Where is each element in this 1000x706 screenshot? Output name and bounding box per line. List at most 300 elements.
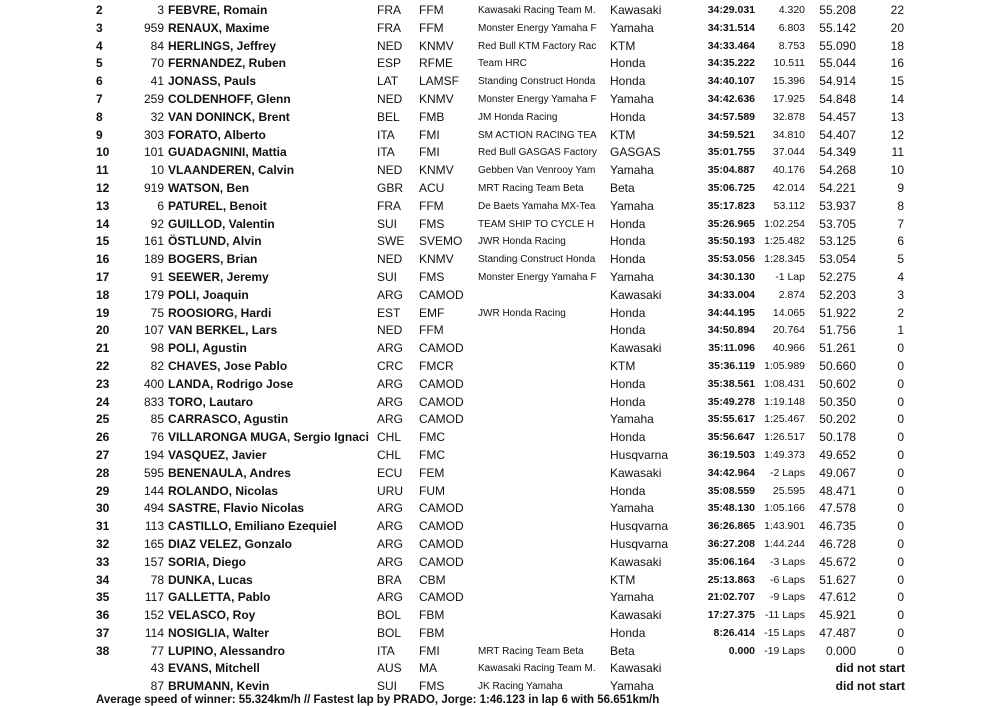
cell-bike: Kawasaki bbox=[610, 465, 662, 480]
cell-fed: FFM bbox=[419, 20, 444, 35]
cell-nat: SUI bbox=[377, 269, 398, 284]
cell-nat: CHL bbox=[377, 447, 402, 462]
cell-nat: ARG bbox=[377, 376, 404, 391]
table-row bbox=[0, 483, 1000, 501]
cell-status: did not start bbox=[835, 679, 905, 694]
cell-bike: Yamaha bbox=[610, 198, 654, 213]
cell-bike: Beta bbox=[610, 180, 635, 195]
cell-speed: 55.090 bbox=[819, 38, 856, 53]
cell-bike: Yamaha bbox=[610, 91, 654, 106]
cell-pos: 12 bbox=[96, 180, 110, 195]
cell-nat: ARG bbox=[377, 501, 404, 516]
table-row bbox=[0, 198, 1000, 216]
cell-time: 21:02.707 bbox=[707, 591, 755, 604]
table-row bbox=[0, 572, 1000, 590]
table-row bbox=[0, 411, 1000, 429]
cell-nat: ITA bbox=[377, 127, 395, 142]
cell-pos: 38 bbox=[96, 643, 110, 658]
cell-bike: Honda bbox=[610, 109, 646, 124]
table-row bbox=[0, 322, 1000, 340]
cell-num: 75 bbox=[150, 305, 164, 320]
cell-num: 165 bbox=[143, 536, 164, 551]
cell-gap: 14.065 bbox=[772, 306, 805, 319]
cell-nat: ARG bbox=[377, 590, 404, 605]
cell-time: 34:33.464 bbox=[707, 39, 755, 52]
cell-pos: 37 bbox=[96, 625, 110, 640]
cell-gap: 4.320 bbox=[778, 4, 805, 16]
table-row bbox=[0, 180, 1000, 198]
cell-name: COLDENHOFF, Glenn bbox=[168, 91, 291, 106]
cell-time: 17:27.375 bbox=[707, 609, 755, 622]
cell-bike: Yamaha bbox=[610, 20, 654, 35]
cell-team: Monster Energy Yamaha F bbox=[478, 271, 597, 283]
cell-speed: 46.735 bbox=[819, 519, 856, 534]
cell-fed: RFME bbox=[419, 56, 453, 71]
table-row bbox=[0, 536, 1000, 554]
cell-bike: Yamaha bbox=[610, 269, 654, 284]
cell-num: 919 bbox=[143, 180, 164, 195]
cell-speed: 53.054 bbox=[819, 252, 856, 267]
cell-time: 35:50.193 bbox=[707, 235, 755, 248]
cell-fed: FFM bbox=[419, 3, 444, 17]
cell-speed: 50.202 bbox=[819, 412, 856, 427]
table-row bbox=[0, 38, 1000, 56]
cell-gap: 1:28.345 bbox=[764, 253, 805, 266]
cell-nat: ITA bbox=[377, 145, 395, 160]
cell-num: 179 bbox=[143, 287, 164, 302]
cell-pts: 0 bbox=[897, 554, 904, 569]
cell-fed: CAMOD bbox=[419, 519, 464, 534]
cell-fed: CAMOD bbox=[419, 536, 464, 551]
cell-name: FEBVRE, Romain bbox=[168, 3, 268, 17]
cell-fed: EMF bbox=[419, 305, 445, 320]
table-row bbox=[0, 2, 1000, 20]
cell-pts: 0 bbox=[897, 519, 904, 534]
cell-num: 98 bbox=[150, 341, 164, 356]
cell-pos: 8 bbox=[96, 109, 103, 124]
table-row bbox=[0, 643, 1000, 661]
cell-gap: 1:19.148 bbox=[764, 395, 805, 408]
cell-pts: 2 bbox=[897, 305, 904, 320]
cell-time: 35:08.559 bbox=[707, 484, 755, 497]
cell-bike: Husqvarna bbox=[610, 519, 669, 534]
cell-team: JK Racing Yamaha bbox=[478, 681, 563, 693]
cell-nat: LAT bbox=[377, 74, 399, 89]
cell-bike: Honda bbox=[610, 252, 646, 267]
cell-nat: ITA bbox=[377, 643, 395, 658]
cell-pts: 0 bbox=[897, 483, 904, 498]
cell-pos: 11 bbox=[96, 163, 109, 178]
cell-num: 114 bbox=[144, 625, 164, 640]
cell-gap: 1:02.254 bbox=[764, 217, 805, 230]
cell-nat: NED bbox=[377, 91, 403, 106]
cell-speed: 46.728 bbox=[819, 536, 856, 551]
cell-num: 84 bbox=[150, 38, 164, 53]
cell-pts: 4 bbox=[897, 269, 904, 284]
cell-pos: 23 bbox=[96, 376, 110, 391]
cell-pts: 16 bbox=[890, 56, 904, 71]
cell-speed: 50.660 bbox=[819, 358, 856, 373]
cell-pos: 2 bbox=[96, 3, 103, 17]
cell-name: EVANS, Mitchell bbox=[168, 661, 260, 676]
cell-num: 157 bbox=[143, 554, 164, 569]
cell-gap: -9 Laps bbox=[769, 591, 805, 604]
cell-fed: CAMOD bbox=[419, 554, 464, 569]
cell-pts: 20 bbox=[890, 20, 904, 35]
cell-num: 6 bbox=[157, 198, 164, 213]
cell-name: GUADAGNINI, Mattia bbox=[168, 145, 287, 160]
cell-bike: Honda bbox=[610, 625, 646, 640]
cell-team: Team HRC bbox=[478, 58, 527, 70]
cell-pts: 5 bbox=[897, 252, 904, 267]
cell-gap: 1:25.482 bbox=[764, 235, 805, 248]
cell-bike: GASGAS bbox=[610, 145, 661, 160]
cell-num: 10 bbox=[150, 163, 164, 178]
cell-pos: 5 bbox=[96, 56, 103, 71]
cell-num: 189 bbox=[143, 252, 164, 267]
cell-pts: 0 bbox=[897, 465, 904, 480]
cell-pts: 8 bbox=[897, 198, 904, 213]
cell-gap: -19 Laps bbox=[764, 644, 805, 657]
cell-nat: FRA bbox=[377, 3, 401, 17]
cell-gap: 6.803 bbox=[778, 21, 805, 34]
cell-bike: Yamaha bbox=[610, 412, 654, 427]
cell-pos: 4 bbox=[96, 38, 103, 53]
cell-fed: CAMOD bbox=[419, 412, 464, 427]
table-row bbox=[0, 55, 1000, 73]
cell-gap: 42.014 bbox=[772, 181, 805, 194]
cell-fed: CAMOD bbox=[419, 590, 464, 605]
cell-pts: 9 bbox=[897, 180, 904, 195]
cell-pts: 0 bbox=[897, 447, 904, 462]
cell-name: RENAUX, Maxime bbox=[168, 20, 270, 35]
cell-name: BENENAULA, Andres bbox=[168, 465, 291, 480]
cell-speed: 45.672 bbox=[819, 554, 856, 569]
cell-nat: AUS bbox=[377, 661, 402, 676]
cell-num: 959 bbox=[143, 20, 164, 35]
cell-pos: 9 bbox=[96, 127, 103, 142]
cell-nat: NED bbox=[377, 38, 403, 53]
cell-name: PATUREL, Benoit bbox=[168, 198, 267, 213]
cell-gap: 1:05.166 bbox=[764, 502, 805, 515]
cell-bike: Yamaha bbox=[610, 679, 654, 694]
cell-nat: NED bbox=[377, 252, 403, 267]
cell-speed: 55.142 bbox=[819, 20, 856, 35]
cell-pos: 25 bbox=[96, 412, 110, 427]
cell-name: GALLETTA, Pablo bbox=[168, 590, 271, 605]
cell-name: ROOSIORG, Hardi bbox=[168, 305, 272, 320]
cell-nat: BOL bbox=[377, 608, 402, 623]
cell-num: 78 bbox=[150, 572, 164, 587]
cell-name: WATSON, Ben bbox=[168, 180, 250, 195]
cell-fed: ACU bbox=[419, 180, 445, 195]
cell-time: 36:27.208 bbox=[707, 537, 755, 550]
cell-bike: KTM bbox=[610, 127, 636, 142]
cell-fed: FMI bbox=[419, 643, 440, 658]
cell-team: Standing Construct Honda bbox=[478, 254, 596, 266]
cell-time: 34:42.636 bbox=[707, 92, 755, 105]
cell-bike: Honda bbox=[610, 305, 646, 320]
cell-time: 34:59.521 bbox=[707, 128, 755, 141]
cell-time: 35:26.965 bbox=[707, 217, 755, 230]
cell-pts: 15 bbox=[890, 74, 904, 89]
cell-time: 35:36.119 bbox=[708, 359, 755, 372]
cell-num: 152 bbox=[143, 608, 164, 623]
cell-nat: ESP bbox=[377, 56, 402, 71]
cell-team: JM Honda Racing bbox=[478, 111, 558, 123]
cell-pts: 22 bbox=[890, 3, 904, 17]
cell-fed: KNMV bbox=[419, 91, 454, 106]
cell-nat: FRA bbox=[377, 198, 401, 213]
cell-gap: 20.764 bbox=[772, 324, 805, 337]
cell-gap: 1:43.901 bbox=[764, 520, 805, 533]
cell-fed: SVEMO bbox=[419, 234, 463, 249]
cell-pts: 0 bbox=[897, 572, 904, 587]
cell-speed: 49.067 bbox=[819, 465, 856, 480]
cell-bike: Kawasaki bbox=[610, 661, 662, 676]
cell-team: Monster Energy Yamaha F bbox=[478, 22, 597, 34]
cell-pts: 0 bbox=[897, 341, 904, 356]
cell-pos: 32 bbox=[96, 536, 110, 551]
cell-pos: 35 bbox=[96, 590, 110, 605]
table-row bbox=[0, 465, 1000, 483]
cell-gap: 25.595 bbox=[772, 484, 805, 497]
cell-pos: 28 bbox=[96, 465, 110, 480]
cell-num: 113 bbox=[144, 519, 164, 534]
cell-name: GUILLOD, Valentin bbox=[168, 216, 275, 231]
cell-num: 194 bbox=[143, 447, 164, 462]
cell-nat: CRC bbox=[377, 358, 403, 373]
cell-time: 34:42.964 bbox=[707, 466, 755, 479]
table-row bbox=[0, 251, 1000, 269]
footer-summary: Average speed of winner: 55.324km/h // Fastest lap by PRADO, Jorge: 1:46.123 in lap 6 with 56.651km/h bbox=[96, 694, 660, 706]
cell-name: VASQUEZ, Javier bbox=[168, 447, 267, 462]
cell-pos: 20 bbox=[96, 323, 110, 338]
cell-nat: URU bbox=[377, 483, 403, 498]
cell-num: 32 bbox=[150, 109, 164, 124]
cell-num: 833 bbox=[143, 394, 164, 409]
cell-speed: 53.937 bbox=[819, 198, 856, 213]
cell-time: 35:55.617 bbox=[707, 413, 755, 426]
cell-pts: 0 bbox=[897, 590, 904, 605]
cell-speed: 54.914 bbox=[819, 74, 856, 89]
cell-fed: CBM bbox=[419, 572, 446, 587]
cell-name: VELASCO, Roy bbox=[168, 608, 256, 623]
table-row bbox=[0, 162, 1000, 180]
cell-fed: FBM bbox=[419, 608, 445, 623]
cell-time: 34:33.004 bbox=[707, 288, 755, 301]
cell-gap: 1:05.989 bbox=[764, 359, 805, 372]
cell-speed: 54.407 bbox=[819, 127, 856, 142]
cell-speed: 48.471 bbox=[819, 483, 856, 498]
cell-fed: FMCR bbox=[419, 358, 454, 373]
cell-time: 34:40.107 bbox=[707, 75, 755, 88]
cell-pos: 13 bbox=[96, 198, 110, 213]
cell-nat: SWE bbox=[377, 234, 405, 249]
cell-pos: 3 bbox=[96, 20, 103, 35]
table-row bbox=[0, 429, 1000, 447]
table-row bbox=[0, 287, 1000, 305]
cell-fed: FMS bbox=[419, 216, 445, 231]
cell-pts: 11 bbox=[891, 145, 904, 160]
cell-speed: 54.457 bbox=[819, 109, 856, 124]
table-row bbox=[0, 305, 1000, 323]
cell-fed: CAMOD bbox=[419, 394, 464, 409]
cell-pos: 6 bbox=[96, 74, 103, 89]
cell-speed: 50.602 bbox=[819, 376, 856, 391]
cell-speed: 53.125 bbox=[819, 234, 856, 249]
cell-fed: FMS bbox=[419, 269, 445, 284]
cell-pos: 22 bbox=[96, 358, 110, 373]
cell-pts: 0 bbox=[897, 394, 904, 409]
table-row bbox=[0, 216, 1000, 234]
cell-pos: 31 bbox=[96, 519, 110, 534]
cell-name: CARRASCO, Agustin bbox=[168, 412, 289, 427]
cell-time: 34:50.894 bbox=[707, 324, 755, 337]
cell-bike: Honda bbox=[610, 323, 646, 338]
cell-nat: SUI bbox=[377, 679, 398, 694]
cell-pos: 27 bbox=[96, 447, 110, 462]
cell-pts: 0 bbox=[897, 501, 904, 516]
cell-name: SASTRE, Flavio Nicolas bbox=[168, 501, 305, 516]
cell-bike: Husqvarna bbox=[610, 536, 669, 551]
cell-pts: 10 bbox=[890, 163, 904, 178]
cell-time: 35:48.130 bbox=[707, 502, 755, 515]
cell-fed: LAMSF bbox=[419, 74, 460, 89]
cell-time: 25:13.863 bbox=[707, 573, 755, 586]
cell-nat: GBR bbox=[377, 180, 404, 195]
cell-bike: KTM bbox=[610, 572, 636, 587]
cell-time: 35:38.561 bbox=[707, 377, 755, 390]
cell-team: TEAM SHIP TO CYCLE H bbox=[478, 218, 595, 230]
cell-pos: 7 bbox=[96, 91, 103, 106]
cell-speed: 47.612 bbox=[819, 590, 856, 605]
cell-num: 92 bbox=[150, 216, 164, 231]
cell-name: CHAVES, Jose Pablo bbox=[168, 358, 288, 373]
cell-pts: 14 bbox=[890, 91, 904, 106]
cell-bike: Beta bbox=[610, 643, 635, 658]
cell-bike: Husqvarna bbox=[610, 447, 669, 462]
cell-bike: KTM bbox=[610, 358, 636, 373]
cell-pos: 33 bbox=[96, 554, 110, 569]
cell-speed: 50.350 bbox=[819, 394, 856, 409]
cell-name: BOGERS, Brian bbox=[168, 252, 258, 267]
cell-team: Red Bull GASGAS Factory bbox=[478, 147, 597, 159]
cell-gap: 15.396 bbox=[772, 75, 805, 88]
cell-name: SORIA, Diego bbox=[168, 554, 247, 569]
cell-bike: Honda bbox=[610, 216, 646, 231]
cell-time: 35:11.096 bbox=[708, 342, 755, 355]
cell-speed: 52.203 bbox=[819, 287, 856, 302]
cell-nat: ARG bbox=[377, 341, 404, 356]
cell-name: LANDA, Rodrigo Jose bbox=[168, 376, 294, 391]
table-row bbox=[0, 91, 1000, 109]
cell-gap: 2.874 bbox=[778, 288, 805, 301]
table-row bbox=[0, 73, 1000, 91]
cell-time: 34:30.130 bbox=[707, 270, 755, 283]
cell-speed: 49.652 bbox=[819, 447, 856, 462]
cell-num: 3 bbox=[157, 3, 164, 17]
cell-pts: 0 bbox=[897, 376, 904, 391]
cell-team: Red Bull KTM Factory Rac bbox=[478, 40, 597, 52]
table-row bbox=[0, 447, 1000, 465]
cell-team: Standing Construct Honda bbox=[478, 76, 596, 88]
cell-name: POLI, Agustin bbox=[168, 341, 247, 356]
cell-speed: 53.705 bbox=[819, 216, 856, 231]
cell-pos: 21 bbox=[96, 341, 110, 356]
cell-num: 87 bbox=[150, 679, 164, 694]
cell-team: Gebben Van Venrooy Yam bbox=[478, 165, 596, 177]
cell-gap: -3 Laps bbox=[769, 555, 805, 568]
cell-nat: NED bbox=[377, 323, 403, 338]
cell-name: VLAANDEREN, Calvin bbox=[168, 163, 295, 178]
cell-time: 35:49.278 bbox=[707, 395, 755, 408]
cell-pts: 0 bbox=[897, 536, 904, 551]
cell-pts: 0 bbox=[897, 412, 904, 427]
cell-gap: 34.810 bbox=[772, 128, 805, 141]
cell-nat: ARG bbox=[377, 287, 404, 302]
cell-speed: 51.922 bbox=[819, 305, 856, 320]
cell-fed: KNMV bbox=[419, 252, 454, 267]
cell-name: CASTILLO, Emiliano Ezequiel bbox=[168, 519, 337, 534]
cell-name: FERNANDEZ, Ruben bbox=[168, 56, 286, 71]
cell-name: SEEWER, Jeremy bbox=[168, 269, 269, 284]
cell-name: DIAZ VELEZ, Gonzalo bbox=[168, 536, 293, 551]
cell-nat: BRA bbox=[377, 572, 402, 587]
cell-pts: 0 bbox=[897, 608, 904, 623]
cell-nat: FRA bbox=[377, 20, 401, 35]
cell-fed: MA bbox=[419, 661, 437, 676]
cell-fed: FUM bbox=[419, 483, 445, 498]
cell-speed: 52.275 bbox=[819, 269, 856, 284]
cell-pts: 6 bbox=[897, 234, 904, 249]
cell-nat: ARG bbox=[377, 519, 404, 534]
cell-pos: 34 bbox=[96, 572, 110, 587]
cell-time: 34:44.195 bbox=[707, 306, 755, 319]
table-row bbox=[0, 340, 1000, 358]
table-row bbox=[0, 589, 1000, 607]
cell-time: 36:19.503 bbox=[707, 448, 755, 461]
cell-gap: 8.753 bbox=[778, 39, 805, 52]
cell-pos: 30 bbox=[96, 501, 110, 516]
cell-pts: 12 bbox=[890, 127, 904, 142]
cell-name: BRUMANN, Kevin bbox=[168, 679, 270, 694]
cell-name: VAN BERKEL, Lars bbox=[168, 323, 278, 338]
table-row bbox=[0, 500, 1000, 518]
cell-speed: 51.756 bbox=[819, 323, 856, 338]
cell-pts: 0 bbox=[897, 643, 904, 658]
cell-speed: 54.349 bbox=[819, 145, 856, 160]
table-row bbox=[0, 109, 1000, 127]
table-row bbox=[0, 394, 1000, 412]
cell-fed: FMI bbox=[419, 145, 440, 160]
cell-speed: 0.000 bbox=[825, 643, 856, 658]
cell-status: did not start bbox=[835, 661, 905, 676]
cell-time: 34:29.031 bbox=[707, 4, 755, 16]
table-row bbox=[0, 127, 1000, 145]
cell-pts: 0 bbox=[897, 625, 904, 640]
cell-num: 91 bbox=[150, 269, 164, 284]
cell-speed: 54.848 bbox=[819, 91, 856, 106]
cell-gap: 40.966 bbox=[772, 342, 805, 355]
cell-bike: Kawasaki bbox=[610, 341, 662, 356]
cell-pos: 24 bbox=[96, 394, 110, 409]
cell-fed: FMC bbox=[419, 430, 445, 445]
cell-name: VILLARONGA MUGA, Sergio Ignaci bbox=[168, 430, 369, 445]
cell-num: 70 bbox=[150, 56, 164, 71]
cell-time: 35:53.056 bbox=[707, 253, 755, 266]
cell-time: 34:35.222 bbox=[707, 57, 755, 70]
